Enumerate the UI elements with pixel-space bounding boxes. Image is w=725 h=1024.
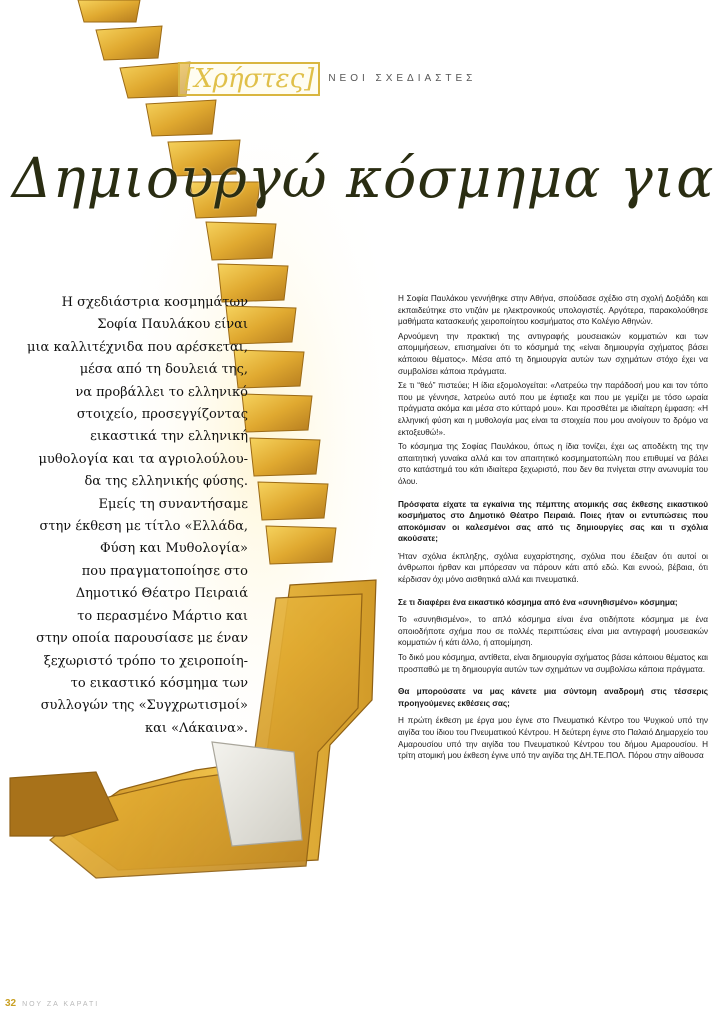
intro-line: συλλογών της «Συγχρωτισμοί» bbox=[40, 698, 248, 714]
intro-line: Φύση και Μυθολογία» bbox=[99, 541, 248, 557]
article-intro bbox=[20, 292, 248, 740]
article-body bbox=[398, 293, 708, 765]
body-paragraph: Το κόσμημα της Σοφίας Παυλάκου, όπως η ίδια τονίζει, έχει ως αποδέκτη της την απαιτητική γυναίκα αλλά και τον απαιτητικό κοσμηματοπώλη που επιθυμεί να βάλει στο κατάστημά του κάτι ιδιαίτερα ξεχωριστό, που δεν θα πνίγεται στην ανωνυμία του όλου. bbox=[398, 442, 708, 486]
intro-line: το περασμένο Μάρτιο και bbox=[77, 608, 248, 624]
intro-line: δα της ελληνικής φύσης. bbox=[84, 474, 248, 490]
body-paragraph: Η Σοφία Παυλάκου γεννήθηκε στην Αθήνα, σπούδασε σχέδιο στη σχολή Δοξιάδη και εκπαιδεύτηκε στο ντιζάιν με ηλεκτρονικούς υπολογιστές. Αργότερα, παρακολούθησε μαθήματα κατασκευής χειροποίητου κοσμήματος στο Κολέγιο Αθηνών. bbox=[398, 294, 708, 327]
intro-line: μια καλλιτέχνιδα που αρέσκεται, bbox=[27, 339, 248, 355]
magazine-name: ΝΟΥ ΖΑ ΚΑΡΑΤΙ bbox=[22, 1001, 100, 1008]
interview-answer: Το «συνηθισμένο», το απλό κόσμημα είναι ένα οτιδήποτε κόσμημα με ένα οποιοδήποτε σχήμα που σε πολλές περιπτώσεις είναι μια αντιγραφή μουσειακών κομματιών ή κάτι άλλο, ή απομίμηση. bbox=[398, 615, 708, 648]
intro-line: να προβάλλει το ελληνικό bbox=[75, 384, 248, 400]
body-paragraph: Σε τι “θεό” πιστεύει; Η ίδια εξομολογείται: «Λατρεύω την παράδοσή μου και τον τόπο που με γέννησε, λατρεύω αυτό που με έφτιαξε και που με γεμίζει με τόσο ωραία πράγματα ακόμα και μέσα στο κύτταρό μου». Και προσθέτει με ιδιαίτερη έμφαση: «Η ελληνική φύση και η μυθολογία μας είναι τα στοιχεία που μου ανοίγουν το δρόμο να εκτοξευθώ!». bbox=[398, 381, 708, 437]
interview-answer: Ήταν σχόλια έκπληξης, σχόλια ευχαρίστησης, σχόλια που έδειξαν ότι αυτοί οι άνθρωποι ήρθαν και μπόρεσαν να πάρουν κάτι από εδώ. Και εννοώ, βέβαια, ότι κέρδισαν όχι μόνο αισθητικά αλλά και πνευματικά. bbox=[398, 551, 708, 585]
intro-line: στην οποία παρουσίασε με έναν bbox=[36, 631, 248, 647]
intro-line: Σοφία Παυλάκου είναι bbox=[97, 317, 248, 333]
interview-question: Πρόσφατα είχατε τα εγκαίνια της πέμπτης ατομικής σας έκθεσης εικαστικού κοσμήματος στο Δημοτικό Θέατρο Πειραιά. Ποιες ήταν οι εντυπώσεις που αποκόμισαν οι καλεσμένοι σας από τις δημιουργίες σας και τι σχόλια ακούσατε; bbox=[398, 499, 708, 544]
section-logo: [Χρήστες] bbox=[178, 62, 320, 96]
interview-answer: Το δικό μου κόσμημα, αντίθετα, είναι δημιουργία σχήματος βάσει κάποιου θέματος και προσπαθώ με τη δημιουργία αυτών των σχημάτων να συμβολίσω κάποια πράγματα. bbox=[398, 653, 708, 674]
section-label: ΝΕΟΙ ΣΧΕΔΙΑΣΤΕΣ bbox=[328, 73, 477, 84]
interview-answer: Η πρώτη έκθεση με έργα μου έγινε στο Πνευματικό Κέντρο του Ψυχικού υπό την αιγίδα του ίδιου του Πνευματικού Κέντρου. Η δεύτερη έγινε στο Παλαιό Δημαρχείο του Αμαρουσίου υπό την αιγίδα του Πνευματικού Κέντρου του δήμου Αμαρουσίου. Η τρίτη ατομική μου έκθεση έγινε υπό την αιγίδα της ΔΗ.ΤΕ.ΠΟΛ. Πόρου στην αίθουσα bbox=[398, 716, 708, 761]
intro-line: Η σχεδιάστρια κοσμημάτων bbox=[61, 295, 248, 310]
intro-line: μέσα από τη δουλειά της, bbox=[79, 362, 248, 378]
intro-line: στοιχείο, προσεγγίζοντας bbox=[76, 407, 248, 423]
intro-line: και «Λάκαινα». bbox=[144, 720, 248, 736]
intro-line: στην έκθεση με τίτλο «Ελλάδα, bbox=[39, 519, 248, 535]
section-header bbox=[178, 62, 476, 96]
intro-line: Εμείς τη συναντήσαμε bbox=[98, 496, 248, 512]
body-paragraph: Αρνούμενη την πρακτική της αντιγραφής μουσειακών κομματιών και των απομιμήσεων, επισημαίνει ότι το κόσμημά της «είναι δημιουργία σχήματος βάσει κάποιου θέματος». Μέσα από τη δημιουργία αυτών των σχημάτων στόχο έχει να συμβολίσει κάποια πράγματα. bbox=[398, 331, 708, 376]
article-title: Δημιουργώ κόσμημα για bbox=[12, 146, 715, 210]
intro-line: μυθολογία και τα αγριολούλου- bbox=[38, 451, 248, 467]
interview-question: Σε τι διαφέρει ένα εικαστικό κόσμημα από ένα «συνηθισμένο» κόσμημα; bbox=[398, 597, 678, 607]
intro-line: ξεχωριστό τρόπο το χειροποίη- bbox=[43, 653, 248, 669]
intro-line: το εικαστικό κόσμημα των bbox=[70, 675, 248, 691]
page-number: 32 bbox=[5, 998, 17, 1009]
intro-line: Δημοτικό Θέατρο Πειραιά bbox=[75, 586, 248, 602]
intro-line: που πραγματοποίησε στο bbox=[81, 563, 248, 579]
intro-line: εικαστικά την ελληνική bbox=[90, 429, 248, 445]
interview-question: Θα μπορούσατε να μας κάνετε μια σύντομη αναδρομή στις τέσσερις προηγούμενες εκθέσεις σας; bbox=[398, 687, 708, 708]
page-footer bbox=[5, 998, 99, 1009]
